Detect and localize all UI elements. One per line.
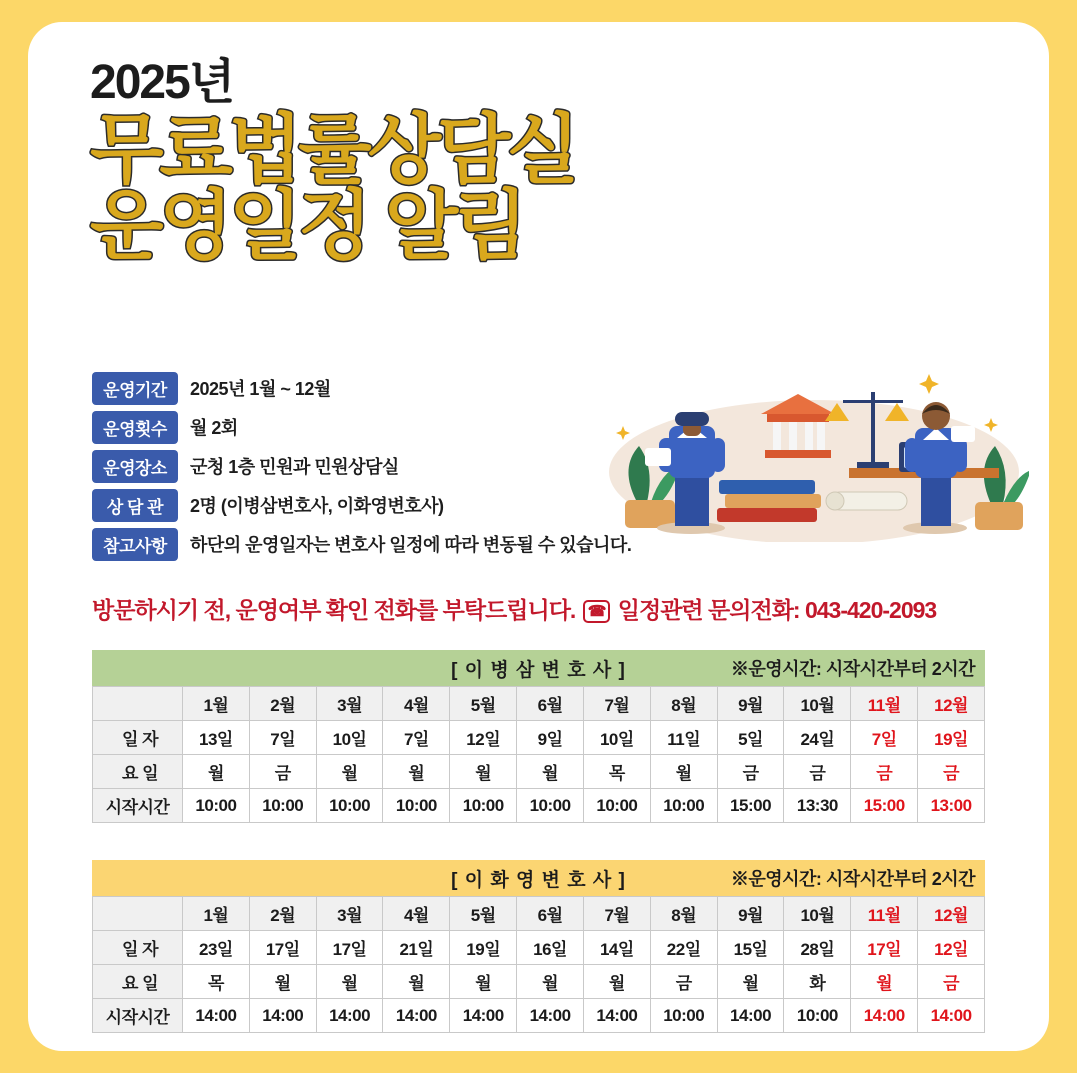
info-row-notes [92, 530, 732, 558]
weekday-cell: 금 [851, 755, 918, 789]
time-cell: 10:00 [316, 789, 383, 823]
time-cell: 14:00 [316, 999, 383, 1033]
row-label-start-time-2: 시작시간 [93, 999, 183, 1033]
time-cell: 15:00 [851, 789, 918, 823]
time-cell: 10:00 [650, 789, 717, 823]
info-row-counselors [92, 491, 732, 519]
time-cell: 14:00 [717, 999, 784, 1033]
month-cell: 11월 [851, 897, 918, 931]
info-tag-period: 운영기간 [92, 372, 178, 405]
date-cell: 19일 [450, 931, 517, 965]
title-line-2: 운영일정 알림 [90, 183, 524, 269]
date-cell: 12일 [450, 721, 517, 755]
time-cell: 14:00 [183, 999, 250, 1033]
date-cell: 9일 [517, 721, 584, 755]
date-cell: 23일 [183, 931, 250, 965]
weekday-cell: 월 [249, 965, 316, 999]
date-cell: 11일 [650, 721, 717, 755]
table-row [93, 687, 985, 721]
weekday-cell: 목 [583, 755, 650, 789]
time-cell: 14:00 [249, 999, 316, 1033]
time-cell: 10:00 [517, 789, 584, 823]
date-cell: 5일 [717, 721, 784, 755]
date-cell: 17일 [316, 931, 383, 965]
poster-title [90, 56, 576, 268]
date-cell: 7일 [249, 721, 316, 755]
month-cell: 10월 [784, 897, 851, 931]
table-row [93, 965, 985, 999]
date-cell: 22일 [650, 931, 717, 965]
month-cell: 2월 [249, 687, 316, 721]
date-cell: 14일 [583, 931, 650, 965]
weekday-cell: 월 [717, 965, 784, 999]
telephone-icon: ☎ [583, 600, 611, 623]
lawyer-name-1: [ 이 병 삼 변 호 사 ] [451, 659, 626, 681]
date-cell: 7일 [383, 721, 450, 755]
operating-hours-note-1: ※운영시간: 시작시간부터 2시간 [730, 659, 975, 679]
month-cell: 6월 [517, 687, 584, 721]
weekday-cell: 월 [450, 755, 517, 789]
date-cell: 16일 [517, 931, 584, 965]
weekday-cell: 월 [583, 965, 650, 999]
info-text-counselors: 2명 (이병삼변호사, 이화영변호사) [190, 496, 444, 516]
info-tag-notes: 참고사항 [92, 528, 178, 561]
weekday-cell: 월 [383, 755, 450, 789]
date-cell: 21일 [383, 931, 450, 965]
date-cell: 17일 [249, 931, 316, 965]
month-cell: 9월 [717, 897, 784, 931]
month-cell: 5월 [450, 687, 517, 721]
month-cell: 11월 [851, 687, 918, 721]
month-cell: 4월 [383, 687, 450, 721]
time-cell: 15:00 [717, 789, 784, 823]
lawyer-name-2: [ 이 화 영 변 호 사 ] [451, 869, 626, 891]
weekday-cell: 월 [851, 965, 918, 999]
month-cell: 3월 [316, 687, 383, 721]
date-cell: 17일 [851, 931, 918, 965]
operating-hours-note-2: ※운영시간: 시작시간부터 2시간 [730, 869, 975, 889]
info-text-location: 군청 1층 민원과 민원상담실 [190, 457, 399, 477]
time-cell: 14:00 [851, 999, 918, 1033]
table-row [93, 755, 985, 789]
time-cell: 10:00 [383, 789, 450, 823]
row-label-weekday-2: 요 일 [93, 965, 183, 999]
phone-notice [92, 592, 1022, 625]
date-cell: 19일 [918, 721, 985, 755]
schedule-table-1 [92, 686, 985, 823]
row-label-weekday-1: 요 일 [93, 755, 183, 789]
schedule-block-lawyer-2 [92, 860, 985, 1033]
date-cell: 28일 [784, 931, 851, 965]
table-row [93, 789, 985, 823]
month-cell: 7월 [583, 687, 650, 721]
poster-card [28, 22, 1049, 1051]
weekday-cell: 월 [517, 965, 584, 999]
weekday-cell: 금 [918, 965, 985, 999]
weekday-cell: 월 [450, 965, 517, 999]
date-cell: 12일 [918, 931, 985, 965]
phone-notice-after: 일정관련 문의전화: 043-420-2093 [617, 597, 937, 623]
info-tag-location: 운영장소 [92, 450, 178, 483]
month-cell: 12월 [918, 687, 985, 721]
time-cell: 10:00 [650, 999, 717, 1033]
time-cell: 10:00 [784, 999, 851, 1033]
time-cell: 10:00 [583, 789, 650, 823]
weekday-cell: 목 [183, 965, 250, 999]
month-cell: 9월 [717, 687, 784, 721]
schedule-table-2 [92, 896, 985, 1033]
info-text-period: 2025년 1월 ~ 12월 [190, 379, 331, 399]
info-row-frequency [92, 413, 732, 441]
month-cell: 8월 [650, 897, 717, 931]
info-row-location [92, 452, 732, 480]
info-tag-frequency: 운영횟수 [92, 411, 178, 444]
weekday-cell: 화 [784, 965, 851, 999]
row-label-date-2: 일 자 [93, 931, 183, 965]
time-cell: 14:00 [450, 999, 517, 1033]
table-row [93, 721, 985, 755]
month-cell: 3월 [316, 897, 383, 931]
table-row [93, 999, 985, 1033]
info-list [92, 374, 732, 569]
time-cell: 14:00 [583, 999, 650, 1033]
date-cell: 10일 [316, 721, 383, 755]
weekday-cell: 금 [717, 755, 784, 789]
month-cell: 8월 [650, 687, 717, 721]
info-row-period [92, 374, 732, 402]
schedule-block-lawyer-1 [92, 650, 985, 823]
table-row [93, 897, 985, 931]
date-cell: 15일 [717, 931, 784, 965]
weekday-cell: 월 [517, 755, 584, 789]
time-cell: 10:00 [183, 789, 250, 823]
time-cell: 14:00 [517, 999, 584, 1033]
month-cell: 12월 [918, 897, 985, 931]
schedule-header-lawyer-2 [92, 860, 985, 896]
row-label-start-time-1: 시작시간 [93, 789, 183, 823]
time-cell: 14:00 [383, 999, 450, 1033]
weekday-cell: 금 [918, 755, 985, 789]
weekday-cell: 월 [650, 755, 717, 789]
info-tag-counselors: 상 담 관 [92, 489, 178, 522]
corner-cell [93, 897, 183, 931]
schedule-header-lawyer-1 [92, 650, 985, 686]
date-cell: 10일 [583, 721, 650, 755]
time-cell: 10:00 [450, 789, 517, 823]
title-line-1: 무료법률상담실 [90, 107, 576, 193]
time-cell: 14:00 [918, 999, 985, 1033]
month-cell: 10월 [784, 687, 851, 721]
month-cell: 1월 [183, 687, 250, 721]
month-cell: 1월 [183, 897, 250, 931]
weekday-cell: 월 [383, 965, 450, 999]
weekday-cell: 금 [249, 755, 316, 789]
month-cell: 4월 [383, 897, 450, 931]
date-cell: 7일 [851, 721, 918, 755]
table-row [93, 931, 985, 965]
info-text-notes: 하단의 운영일자는 변호사 일정에 따라 변동될 수 있습니다. [190, 535, 632, 555]
title-year: 2025년 [90, 56, 234, 109]
date-cell: 24일 [784, 721, 851, 755]
info-text-frequency: 월 2회 [190, 418, 238, 438]
weekday-cell: 금 [784, 755, 851, 789]
weekday-cell: 월 [316, 965, 383, 999]
month-cell: 5월 [450, 897, 517, 931]
corner-cell [93, 687, 183, 721]
weekday-cell: 월 [183, 755, 250, 789]
weekday-cell: 금 [650, 965, 717, 999]
month-cell: 2월 [249, 897, 316, 931]
month-cell: 7월 [583, 897, 650, 931]
time-cell: 13:30 [784, 789, 851, 823]
phone-notice-before: 방문하시기 전, 운영여부 확인 전화를 부탁드립니다. [92, 597, 576, 623]
date-cell: 13일 [183, 721, 250, 755]
row-label-date-1: 일 자 [93, 721, 183, 755]
time-cell: 10:00 [249, 789, 316, 823]
time-cell: 13:00 [918, 789, 985, 823]
month-cell: 6월 [517, 897, 584, 931]
weekday-cell: 월 [316, 755, 383, 789]
